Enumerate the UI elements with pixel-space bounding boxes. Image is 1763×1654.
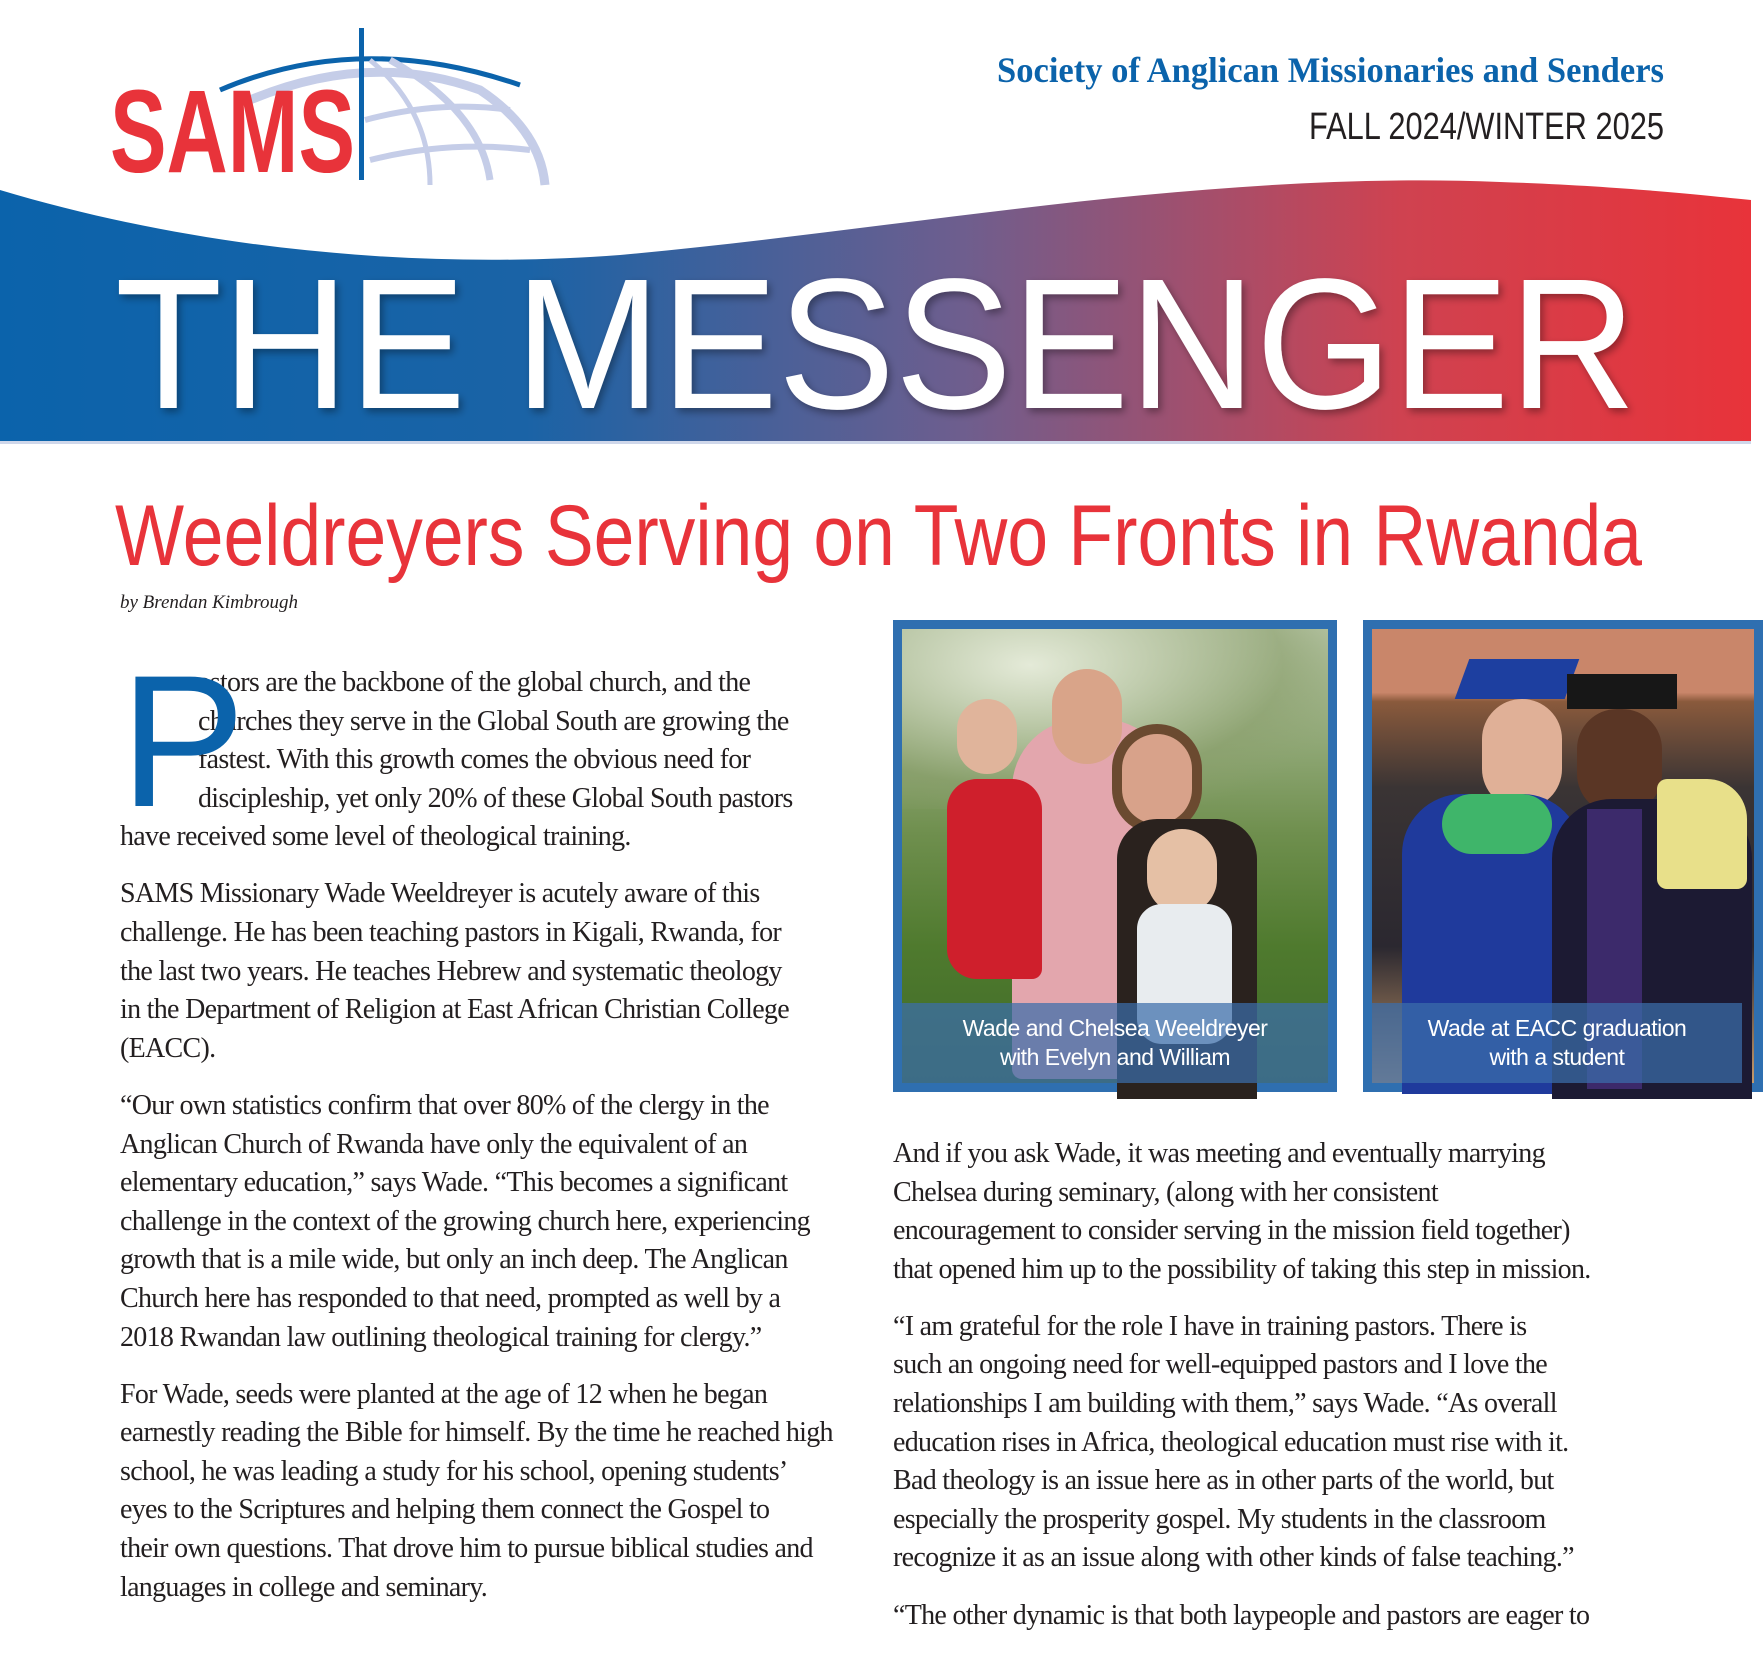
text-line: especially the prosperity gospel. My students in the classroom [893,1503,1546,1535]
text-line: encouragement to consider serving in the mission field together) [893,1215,1570,1247]
masthead-banner [0,0,1751,450]
graduation-photo-image [1372,629,1754,1083]
text-line: education rises in Africa, theological education must rise with it. [893,1426,1569,1458]
cap-icon [1567,674,1677,709]
person-figure [947,779,1042,979]
article-headline: Weeldreyers Serving on Two Fronts in Rwanda [115,488,1643,584]
person-figure [957,699,1017,774]
caption-line: with Evelyn and William [999,1044,1231,1070]
family-photo-image [902,629,1328,1083]
text-line: have received some level of theological training. [120,821,631,853]
text-line: such an ongoing need for well-equipped pastors and I love the [893,1349,1547,1381]
person-figure [1052,669,1122,764]
text-line: challenge. He has been teaching pastors in Kigali, Rwanda, for [120,917,782,949]
text-line: Anglican Church of Rwanda have only the equivalent of an [120,1128,748,1160]
text-line: Chelsea during seminary, (along with her consistent [893,1176,1438,1208]
newsletter-title: THE MESSENGER [115,241,1636,448]
text-line: the last two years. He teaches Hebrew and systematic theology [120,955,782,987]
paragraph [893,1597,1591,1636]
text-line: churches they serve in the Global South are growing the [198,705,789,737]
issue-date: FALL 2024/WINTER 2025 [1309,106,1664,148]
text-line: challenge in the context of the growing church here, experiencing [120,1205,810,1237]
person-figure [1147,829,1217,914]
text-line: “Our own statistics confirm that over 80% of the clergy in the [120,1089,769,1121]
text-line: And if you ask Wade, it was meeting and eventually marrying [893,1138,1545,1169]
text-line: astors are the backbone of the global church, and the [198,667,751,698]
text-line: relationships I am building with them,” says Wade. “As overall [893,1388,1557,1420]
paragraph [120,875,833,1068]
text-line: school, he was leading a study for his school, opening students’ [120,1455,788,1487]
text-line: in the Department of Religion at East African Christian College [120,994,789,1026]
text-line: earnestly reading the Bible for himself. By the time he reached high [120,1417,833,1449]
paragraph [893,1308,1591,1578]
text-line: that opened him up to the possibility of taking this step in mission. [893,1253,1591,1285]
hood [1657,779,1747,889]
logo-text: SAMS [110,66,355,198]
right-column [893,1135,1591,1654]
text-line: eyes to the Scriptures and helping them connect the Gospel to [120,1494,770,1526]
photo-caption [1372,1003,1742,1083]
paragraph [120,1376,833,1608]
text-line: their own questions. That drove him to pursue biblical studies and [120,1532,813,1564]
text-line: “I am grateful for the role I have in training pastors. There is [893,1310,1527,1342]
text-line: growth that is a mile wide, but only an inch deep. The Anglican [120,1244,788,1276]
text-line: Church here has responded to that need, prompted as well by a [120,1282,781,1314]
text-line: 2018 Rwandan law outlining theological training for clergy.” [120,1321,762,1353]
text-line: For Wade, seeds were planted at the age of 12 when he began [120,1378,768,1410]
caption-line: with a student [1489,1044,1625,1070]
photo-caption [902,1003,1328,1083]
paragraph [893,1135,1591,1289]
caption-line: Wade at EACC graduation [1427,1015,1687,1041]
person-figure [1482,699,1562,809]
person-figure [1442,794,1552,854]
photo-family [893,620,1337,1092]
caption-line: Wade and Chelsea Weeldreyer [962,1015,1268,1041]
text-line: “The other dynamic is that both laypeople and pastors are eager to [893,1599,1590,1631]
photo-graduation [1363,620,1763,1092]
org-name: Society of Anglican Missionaries and Senders [997,50,1664,90]
text-line: discipleship, yet only 20% of these Global South pastors [198,782,793,814]
text-line: SAMS Missionary Wade Weeldreyer is acutely aware of this [120,878,760,910]
paragraph [120,636,833,857]
text-line: (EACC). [120,1032,216,1064]
person-figure [1122,734,1192,824]
text-line: Bad theology is an issue here as in other parts of the world, but [893,1465,1554,1497]
headline-wrap [0,480,1751,590]
text-line: languages in college and seminary. [120,1571,488,1603]
cap-icon [1455,659,1580,699]
drop-cap: P [120,636,246,846]
text-line: fastest. With this growth comes the obvious need for [198,744,751,776]
left-column [120,636,833,1626]
byline: by Brendan Kimbrough [120,592,299,613]
text-line: elementary education,” says Wade. “This becomes a significant [120,1167,788,1199]
paragraph [120,1087,833,1357]
text-line: recognize it as an issue along with other kinds of false teaching.” [893,1542,1574,1574]
